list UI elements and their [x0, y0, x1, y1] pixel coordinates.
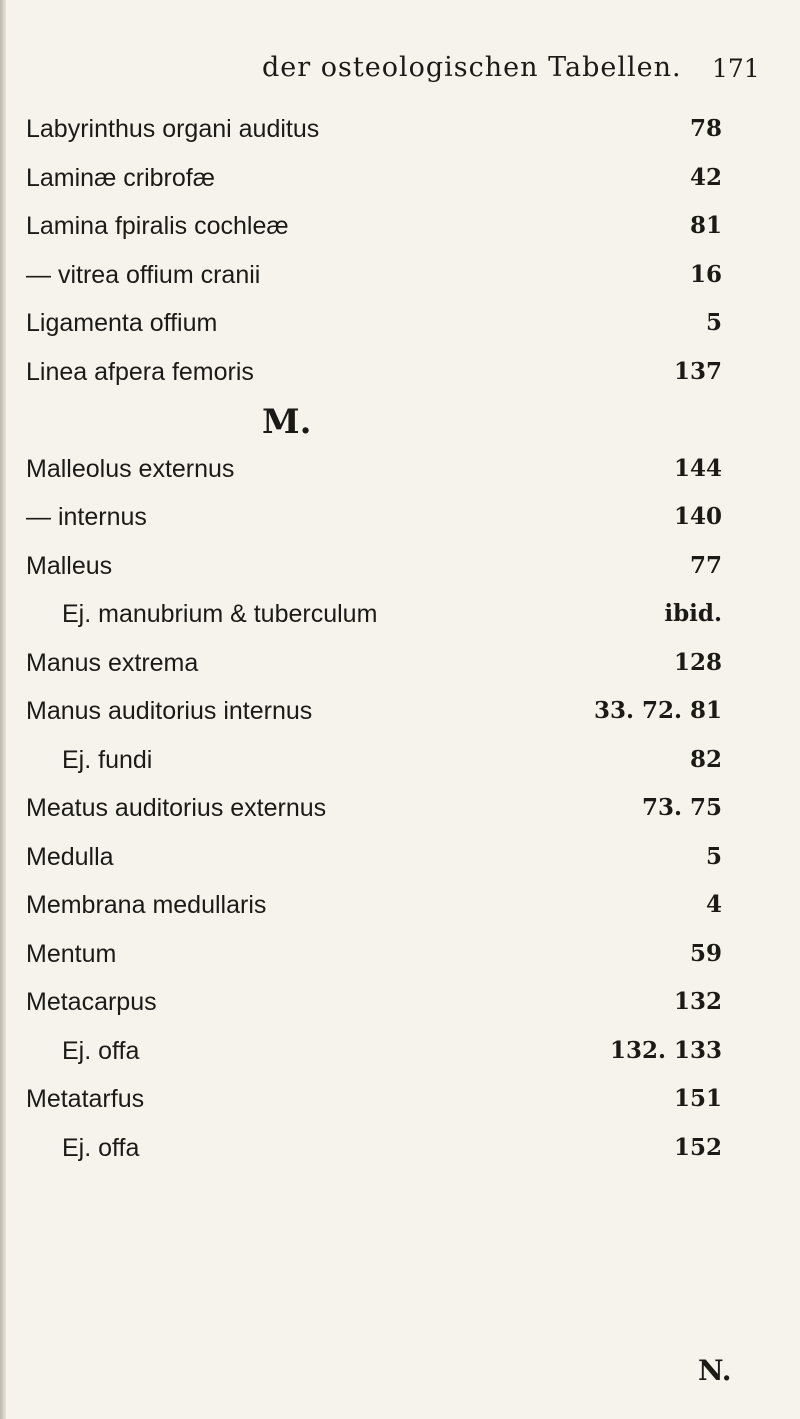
index-entry: [0, 649, 800, 698]
entry-page-ref: 81: [689, 212, 722, 239]
entry-term: Metatarfus: [26, 1085, 145, 1113]
entry-page-ref: 5: [705, 309, 722, 336]
entry-term: Malleus: [26, 551, 113, 580]
entry-page-ref: 132: [673, 988, 722, 1015]
entry-page-ref: 78: [689, 115, 722, 142]
index-entry: [0, 794, 800, 843]
index-entry: [0, 503, 800, 552]
entry-page-ref: 132. 133: [609, 1036, 722, 1064]
entry-page-ref: 73. 75: [641, 794, 722, 821]
entry-term: Meatus auditorius externus: [26, 794, 327, 822]
entry-term: Ej. fundi: [62, 745, 153, 774]
entry-page-ref: 137: [673, 357, 722, 385]
entry-page-ref: 77: [689, 551, 722, 579]
entry-term: Ej. manubrium & tuberculum: [62, 600, 378, 628]
entry-page-ref: 4: [705, 891, 722, 918]
page-header: [0, 52, 800, 102]
entry-term: Laminæ cribrofæ: [26, 163, 215, 192]
entry-term: Medulla: [26, 842, 114, 871]
entry-term: — internus: [26, 503, 147, 531]
index-entry: [0, 1134, 800, 1183]
entry-term: Linea afpera femoris: [26, 357, 254, 386]
entry-page-ref: 128: [673, 648, 722, 676]
index-entry: [0, 309, 800, 358]
section-letter-heading: [0, 402, 800, 455]
entry-term: — vitrea offium cranii: [26, 260, 261, 289]
index-entry: [0, 552, 800, 601]
index-entry: [0, 746, 800, 795]
index-entry: [0, 988, 800, 1037]
entry-term: Labyrinthus organi auditus: [26, 115, 320, 143]
entry-page-ref: 42: [689, 163, 722, 191]
page-number: 171: [712, 54, 760, 83]
index-entries: [0, 115, 800, 1182]
index-entry: [0, 1085, 800, 1134]
index-entry: [0, 115, 800, 164]
entry-term: Mentum: [26, 939, 117, 968]
entry-page-ref: ibid.: [664, 600, 722, 627]
entry-term: Membrana medullaris: [26, 891, 267, 919]
entry-term: Metacarpus: [26, 988, 157, 1016]
entry-page-ref: 152: [673, 1133, 722, 1161]
index-entry: [0, 697, 800, 746]
index-entry: [0, 212, 800, 261]
entry-page-ref: 59: [689, 939, 722, 967]
index-entry: [0, 1037, 800, 1086]
catchword: N.: [698, 1354, 732, 1387]
entry-term: Ej. offa: [62, 1036, 140, 1065]
entry-page-ref: 82: [689, 745, 722, 773]
entry-page-ref: 33. 72. 81: [593, 697, 722, 724]
entry-term: M.: [262, 402, 312, 442]
index-entry: [0, 940, 800, 989]
index-entry: [0, 261, 800, 310]
entry-page-ref: 16: [689, 260, 722, 288]
entry-page-ref: 151: [673, 1085, 722, 1112]
index-entry: [0, 843, 800, 892]
entry-page-ref: 5: [705, 842, 722, 870]
entry-term: Manus extrema: [26, 648, 199, 677]
index-entry: [0, 891, 800, 940]
index-entry: [0, 358, 800, 407]
running-title: der osteologischen Tabellen.: [262, 52, 682, 83]
entry-page-ref: 140: [673, 503, 722, 530]
entry-term: Lamina fpiralis cochleæ: [26, 212, 289, 240]
entry-page-ref: 144: [673, 454, 722, 482]
entry-term: Manus auditorius internus: [26, 697, 313, 725]
entry-term: Ej. offa: [62, 1133, 140, 1162]
index-entry: [0, 164, 800, 213]
entry-term: Ligamenta offium: [26, 309, 218, 337]
index-entry: [0, 600, 800, 649]
entry-term: Malleolus externus: [26, 454, 235, 483]
index-entry: [0, 455, 800, 504]
